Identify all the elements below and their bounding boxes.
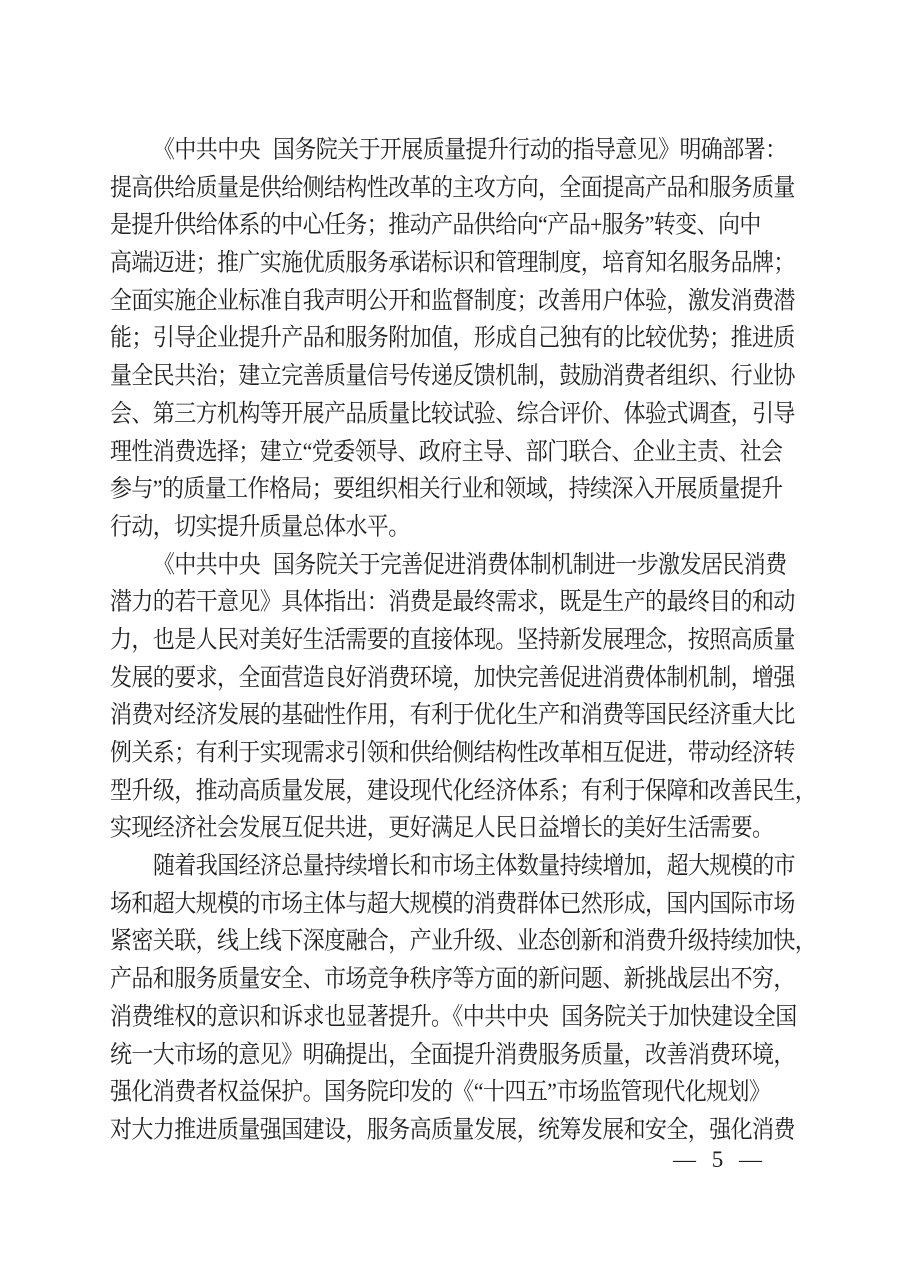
text-line: 产品和服务质量安全、市场竞争秩序等方面的新问题、新挑战层出不穷， <box>110 964 795 993</box>
text-line: 潜力的若干意见》具体指出：消费是最终需求，既是生产的最终目的和动 <box>110 587 795 616</box>
text-line: 随着我国经济总量持续增长和市场主体数量持续增加，超大规模的市 <box>153 851 796 880</box>
text-line: 量全民共治；建立完善质量信号传递反馈机制，鼓励消费者组织、行业协 <box>110 361 795 390</box>
document-body <box>110 131 817 1149</box>
text-line: 实现经济社会发展互促共进，更好满足人民日益增长的美好生活需要。 <box>110 814 774 842</box>
text-line: 是提升供给体系的中心任务；推动产品供给向“产品+服务”转变、向中 <box>110 211 761 239</box>
text-line: 参与”的质量工作格局；要组织相关行业和领域，持续深入开展质量提升 <box>110 474 783 503</box>
text-line: 行动，切实提升质量总体水平。 <box>110 512 410 541</box>
text-line: 型升级，推动高质量发展，建设现代化经济体系；有利于保障和改善民生， <box>110 776 817 804</box>
text-line: 强化消费者权益保护。国务院印发的《“十四五”市场监管现代化规划》 <box>110 1077 771 1106</box>
text-line: 对大力推进质量强国建设，服务高质量发展，统筹发展和安全，强化消费 <box>110 1115 795 1144</box>
text-line: 全面实施企业标准自我声明公开和监督制度；改善用户体验，激发消费潜 <box>110 286 795 314</box>
text-line: 消费维权的意识和诉求也显著提升。《中共中央 国务院关于加快建设全国 <box>110 1002 797 1031</box>
text-line: 《中共中央 国务院关于完善促进消费体制机制进一步激发居民消费 <box>153 550 787 578</box>
paragraph-market-development-context <box>110 847 817 1149</box>
text-line: 消费对经济发展的基础性作用，有利于优化生产和消费等国民经济重大比 <box>110 701 795 729</box>
page-number: — 5 — <box>673 1147 763 1172</box>
text-line: 《中共中央 国务院关于开展质量提升行动的指导意见》明确部署： <box>153 135 787 164</box>
text-line: 力，也是人民对美好生活需要的直接体现。坚持新发展理念，按照高质量 <box>110 625 795 654</box>
text-line: 提高供给质量是供给侧结构性改革的主攻方向，全面提高产品和服务质量 <box>110 173 795 201</box>
text-line: 例关系；有利于实现需求引领和供给侧结构性改革相互促进，带动经济转 <box>110 738 795 767</box>
text-line: 理性消费选择；建立“党委领导、政府主导、部门联合、企业主责、社会 <box>110 437 783 465</box>
text-line: 紧密关联，线上线下深度融合，产业升级、业态创新和消费升级持续加快， <box>110 927 817 955</box>
paragraph-consumption-mechanism-opinions <box>110 546 817 848</box>
text-line: 高端迈进；推广实施优质服务承诺标识和管理制度，培育知名服务品牌； <box>110 248 795 277</box>
text-line: 会、第三方机构等开展产品质量比较试验、综合评价、体验式调查，引导 <box>110 399 795 428</box>
text-line: 场和超大规模的市场主体与超大规模的消费群体已然形成，国内国际市场 <box>110 889 795 917</box>
text-line: 能；引导企业提升产品和服务附加值，形成自己独有的比较优势；推进质 <box>110 324 795 352</box>
text-line: 发展的要求，全面营造良好消费环境，加快完善促进消费体制机制，增强 <box>110 663 795 691</box>
paragraph-quality-action-opinions <box>110 131 793 546</box>
text-line: 统一大市场的意见》明确提出，全面提升消费服务质量，改善消费环境， <box>110 1040 795 1068</box>
